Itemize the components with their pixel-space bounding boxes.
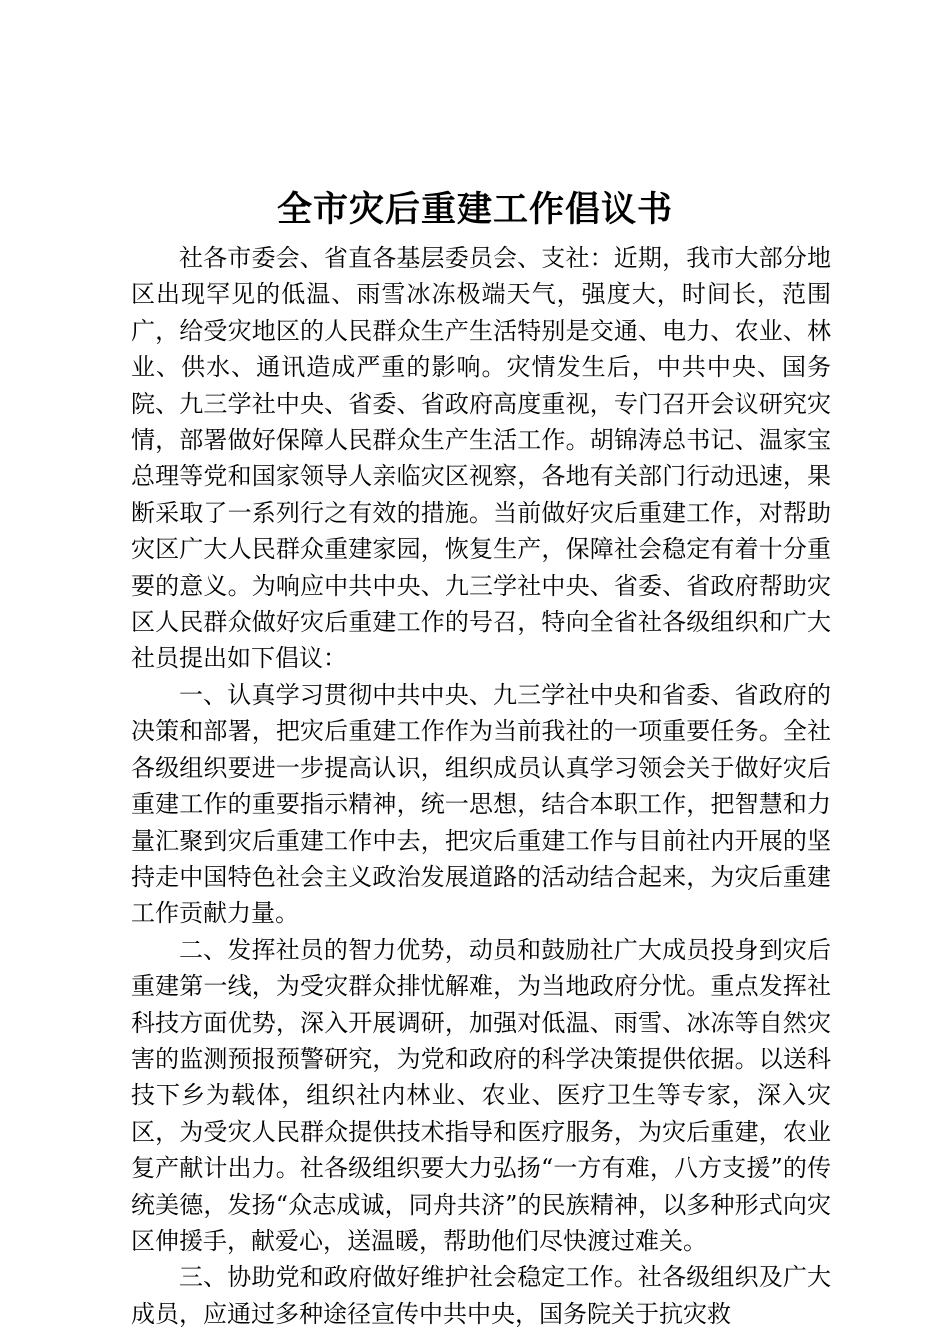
paragraph-intro: 社各市委会、省直各基层委员会、支社：近期，我市大部分地区出现罕见的低温、雨雪冰冻极端天气，强度大，时间长，范围广，给受灾地区的人民群众生产生活特别是交通、电力、农业、林业、供水、通讯造成严重的影响。灾情发生后，中共中央、国务院、九三学社中央、省委、省政府高度重视，专门召开会议研究灾情，部署做好保障人民群众生产生活工作。胡锦涛总书记、温家宝总理等党和国家领导人亲临灾区视察，各地有关部门行动迅速，果断采取了一系列行之有效的措施。当前做好灾后重建工作，对帮助灾区广大人民群众重建家园，恢复生产，保障社会稳定有着十分重要的意义。为响应中共中央、九三学社中央、省委、省政府帮助灾区人民群众做好灾后重建工作的号召，特向全省社各级组织和广大社员提出如下倡议：	[131, 244, 831, 673]
document-body	[131, 240, 831, 1332]
paragraph-one: 一、认真学习贯彻中共中央、九三学社中央和省委、省政府的决策和部署，把灾后重建工作作为当前我社的一项重要任务。全社各级组织要进一步提高认识，组织成员认真学习领会关于做好灾后重建工作的重要指示精神，统一思想，结合本职工作，把智慧和力量汇聚到灾后重建工作中去，把灾后重建工作与目前社内开展的坚持走中国特色社会主义政治发展道路的活动结合起来，为灾后重建工作贡献力量。	[131, 680, 831, 928]
paragraph-three: 三、协助党和政府做好维护社会稳定工作。社各级组织及广大成员，应通过多种途径宣传中共中央，国务院关于抗灾救	[131, 1263, 831, 1328]
paragraph-two: 二、发挥社员的智力优势，动员和鼓励社广大成员投身到灾后重建第一线，为受灾群众排忧解难，为当地政府分忧。重点发挥社科技方面优势，深入开展调研，加强对低温、雨雪、冰冻等自然灾害的监测预报预警研究，为党和政府的科学决策提供依据。以送科技下乡为载体，组织社内林业、农业、医疗卫生等专家，深入灾区，为受灾人民群众提供技术指导和医疗服务，为灾后重建，农业复产献计出力。社各级组织要大力弘扬“一方有难，八方支援”的传统美德，发扬“众志成诚，同舟共济”的民族精神，以多种形式向灾区伸援手，献爱心，送温暖，帮助他们尽快渡过难关。	[131, 935, 831, 1255]
document-title: 全市灾后重建工作倡议书	[276, 189, 673, 230]
